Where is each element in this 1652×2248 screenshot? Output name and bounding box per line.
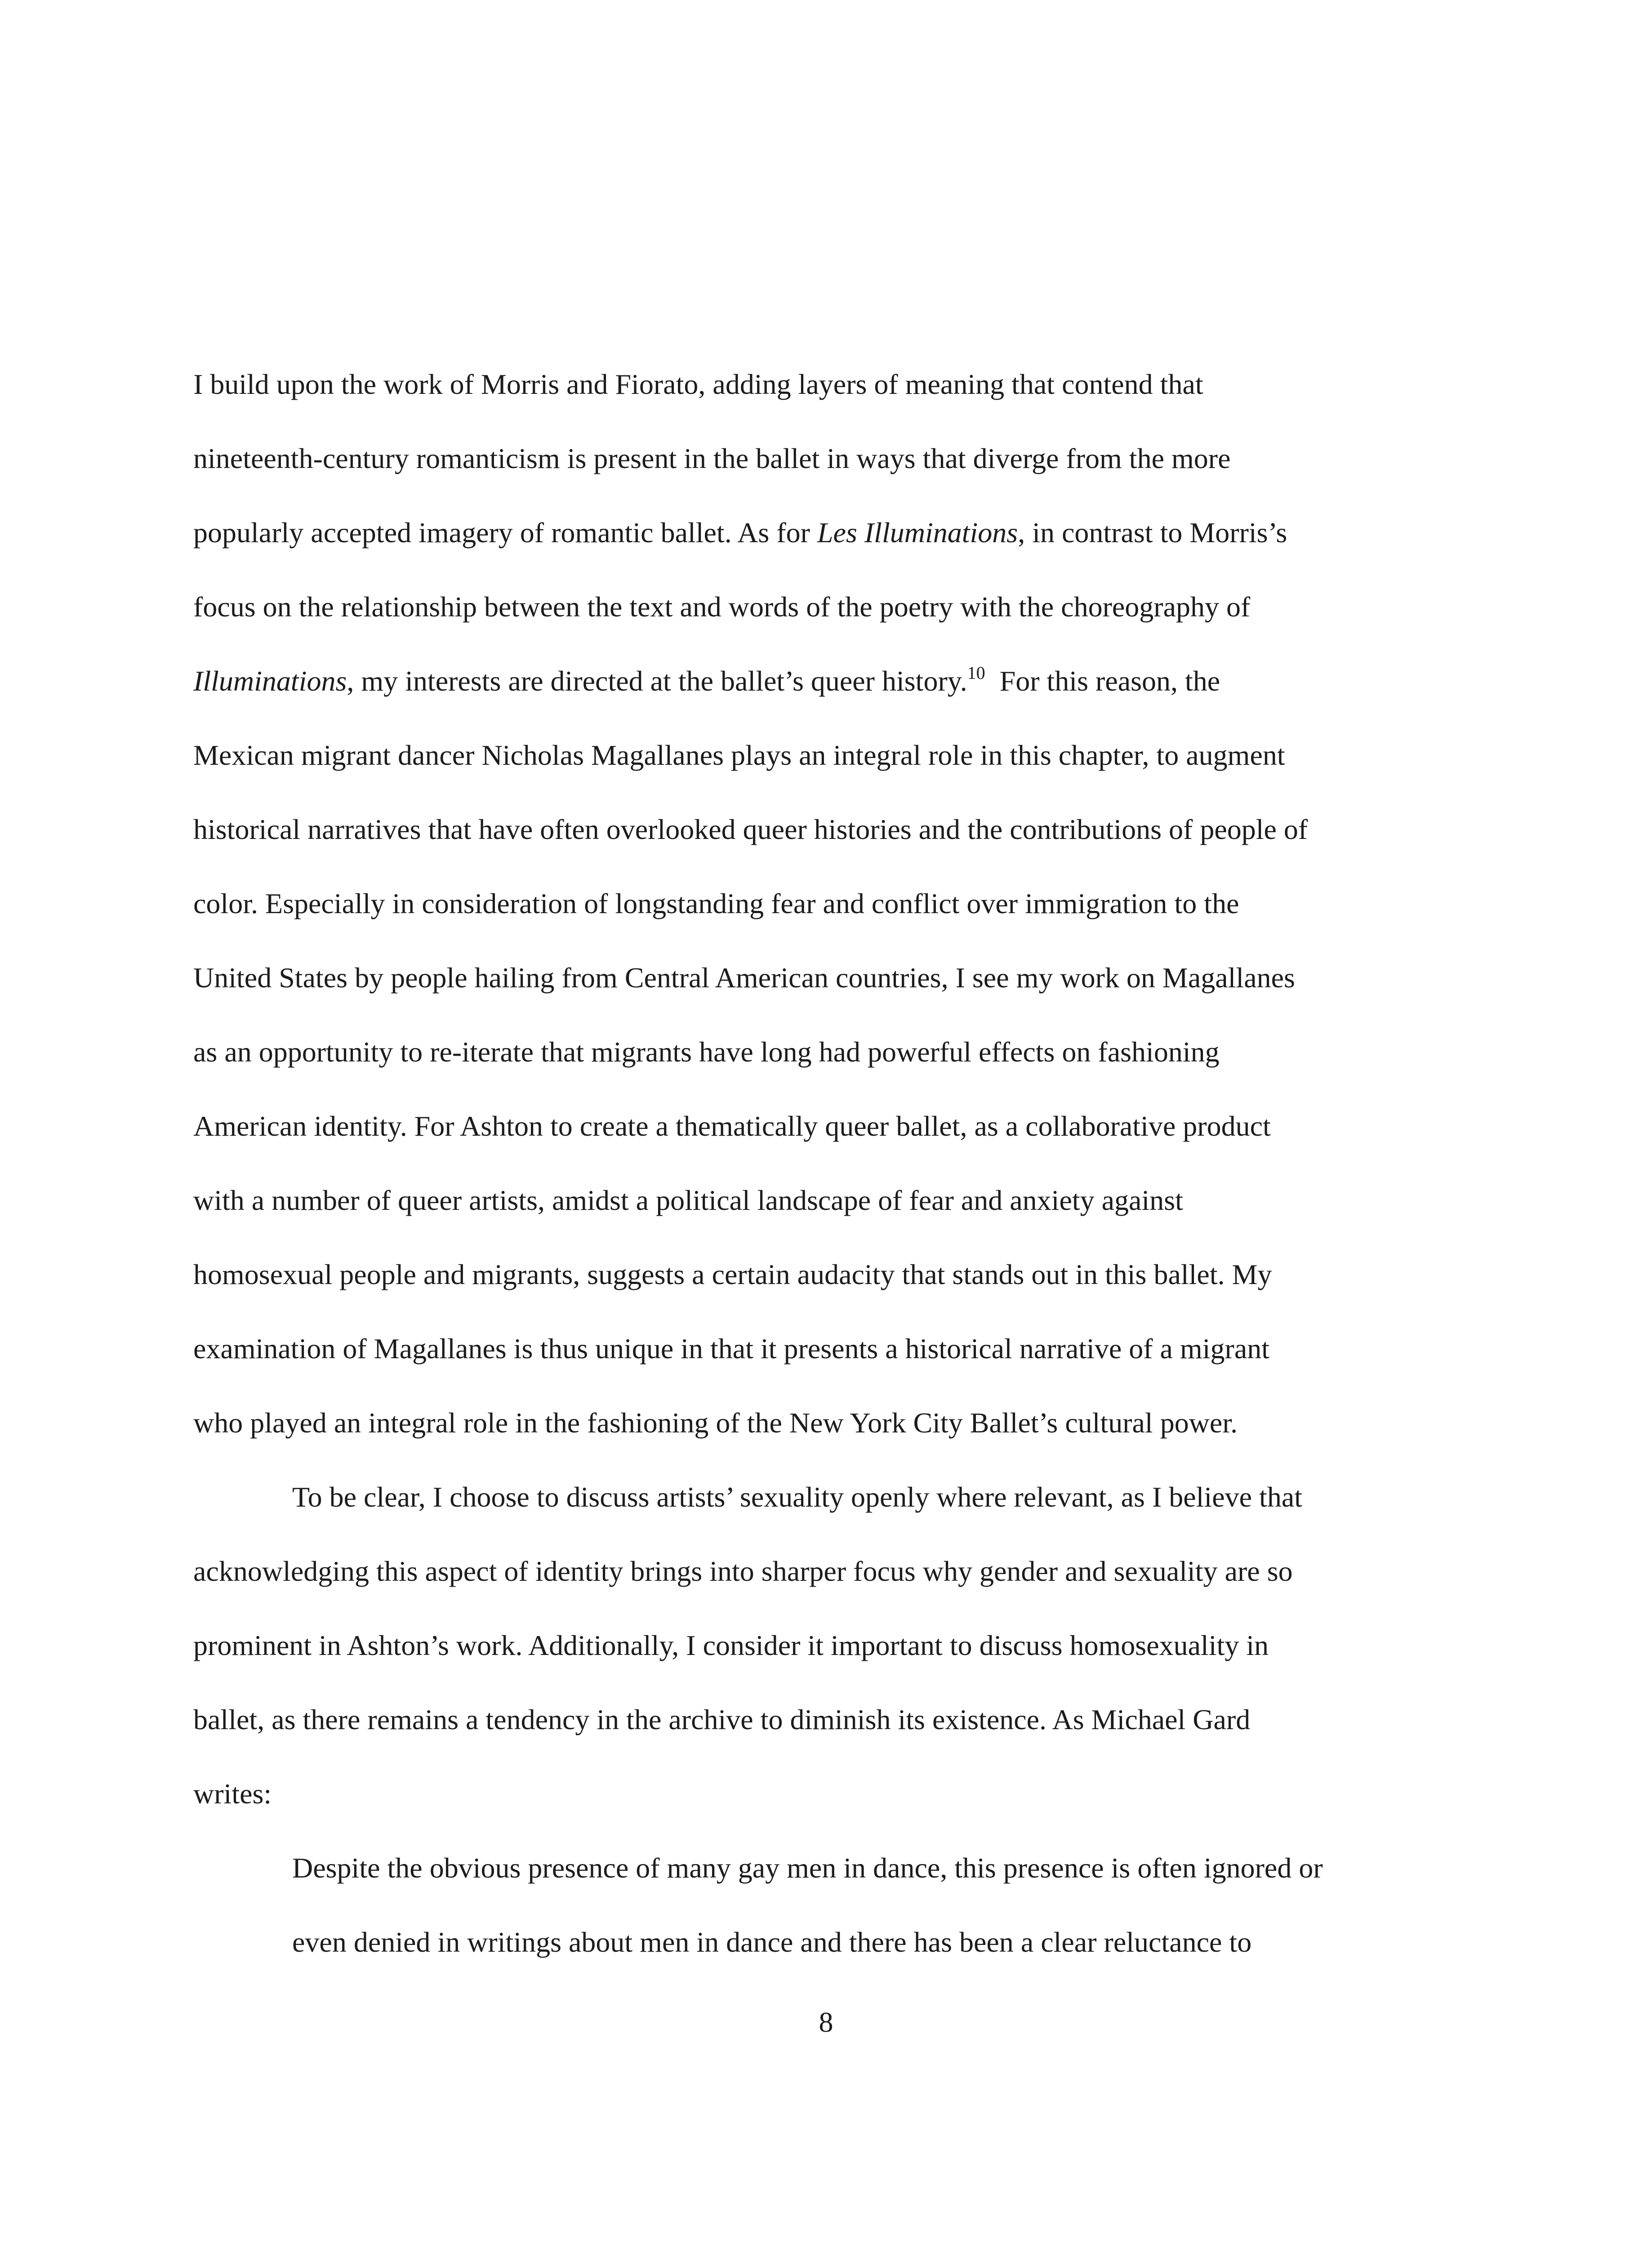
body-text-line: ballet, as there remains a tendency in the archive to diminish its existence. As Michael Gard <box>193 1704 1251 1735</box>
body-text-line: who played an integral role in the fashioning of the New York City Ballet’s cultural power. <box>193 1407 1238 1439</box>
page-number: 8 <box>819 2006 833 2038</box>
body-text-line: homosexual people and migrants, suggests a certain audacity that stands out in this ballet. My <box>193 1258 1272 1290</box>
text-run: For this reason, the <box>985 665 1220 697</box>
body-text-line: historical narratives that have often overlooked queer histories and the contributions of people of <box>193 813 1308 845</box>
body-text-line: nineteenth-century romanticism is present in the ballet in ways that diverge from the more <box>193 442 1231 474</box>
body-text-line: To be clear, I choose to discuss artists’ sexuality openly where relevant, as I believe that <box>292 1481 1302 1513</box>
text-run: popularly accepted imagery of romantic ballet. As for <box>193 517 817 549</box>
body-text-line: Mexican migrant dancer Nicholas Magallanes plays an integral role in this chapter, to augment <box>193 739 1285 771</box>
block-quote-line: Despite the obvious presence of many gay men in dance, this presence is often ignored or <box>292 1852 1323 1884</box>
body-text-line: with a number of queer artists, amidst a political landscape of fear and anxiety against <box>193 1184 1183 1216</box>
body-text-line: United States by people hailing from Central American countries, I see my work on Magallanes <box>193 962 1295 994</box>
body-text-line: as an opportunity to re-iterate that migrants have long had powerful effects on fashioning <box>193 1036 1220 1068</box>
body-text-line <box>193 663 1220 699</box>
body-text-line: I build upon the work of Morris and Fiorato, adding layers of meaning that contend that <box>193 368 1203 400</box>
body-text-line: writes: <box>193 1778 272 1810</box>
body-text-line: prominent in Ashton’s work. Additionally, I consider it important to discuss homosexuality in <box>193 1629 1269 1661</box>
text-run: , my interests are directed at the ballet’s queer history. <box>347 665 967 697</box>
italic-title: Les Illuminations <box>817 517 1018 549</box>
body-text-line: American identity. For Ashton to create a thematically queer ballet, as a collaborative product <box>193 1110 1271 1142</box>
body-text-line <box>193 515 1287 551</box>
body-text-line: acknowledging this aspect of identity brings into sharper focus why gender and sexuality are so <box>193 1555 1293 1587</box>
footnote-marker: 10 <box>967 663 985 683</box>
body-text-line: color. Especially in consideration of longstanding fear and conflict over immigration to the <box>193 888 1239 919</box>
block-quote-line: even denied in writings about men in dance and there has been a clear reluctance to <box>292 1926 1252 1958</box>
text-run: , in contrast to Morris’s <box>1018 517 1287 549</box>
body-text-line: examination of Magallanes is thus unique in that it presents a historical narrative of a migrant <box>193 1333 1269 1365</box>
body-text-line: focus on the relationship between the text and words of the poetry with the choreography of <box>193 591 1251 623</box>
italic-title: Illuminations <box>193 665 347 697</box>
